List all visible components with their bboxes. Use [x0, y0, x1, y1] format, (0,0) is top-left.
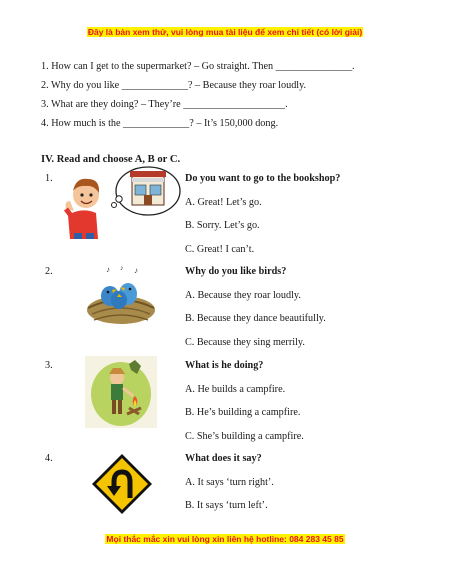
fill-in-4: 4. How much is the _____________? – It’s 150,000 dong. [41, 118, 279, 129]
svg-text:♪: ♪ [106, 265, 110, 274]
question-text: Why do you like birds? [185, 266, 287, 277]
option-a: A. Great! Let’s go. [185, 197, 262, 208]
question-text: Do you want to go to the bookshop? [185, 173, 341, 184]
svg-text:♪: ♪ [134, 266, 138, 275]
option-b: B. He’s building a campfire. [185, 407, 301, 418]
birds-in-nest-icon [84, 262, 158, 328]
option-c: C. Because they sing merrily. [185, 337, 305, 348]
question-number: 2. [45, 266, 53, 277]
option-b: B. Sorry. Let’s go. [185, 220, 260, 231]
fill-in-3: 3. What are they doing? – They’re ____________________. [41, 99, 288, 110]
hotline-banner: Mọi thắc mắc xin vui lòng xin liên hệ hotline: 084 283 45 85 [106, 534, 344, 544]
svg-text:♪: ♪ [120, 264, 124, 272]
fill-in-1: 1. How can I get to the supermarket? – Go straight. Then _______________. [41, 61, 355, 72]
question-text: What is he doing? [185, 360, 264, 371]
question-number: 4. [45, 453, 53, 464]
question-number: 1. [45, 173, 53, 184]
boy-thinking-of-bookshop-icon [62, 165, 182, 239]
u-turn-sign-icon [90, 452, 154, 516]
fill-in-2: 2. Why do you like _____________? – Because they roar loudly. [41, 80, 307, 91]
boy-building-campfire-icon [85, 356, 157, 428]
section-title: IV. Read and choose A, B or C. [41, 154, 181, 165]
question-text: What does it say? [185, 453, 262, 464]
option-c: C. She’s building a campfire. [185, 431, 304, 442]
option-a: A. Because they roar loudly. [185, 290, 301, 301]
question-number: 3. [45, 360, 53, 371]
option-a: A. He builds a campfire. [185, 384, 286, 395]
option-b: B. It says ‘turn left’. [185, 500, 268, 511]
option-a: A. It says ‘turn right’. [185, 477, 274, 488]
option-b: B. Because they dance beautifully. [185, 313, 326, 324]
option-c: C. Great! I can’t. [185, 244, 255, 255]
preview-banner: Đây là bản xem thử, vui lòng mua tài liệu để xem chi tiết (có lời giải) [87, 27, 363, 37]
